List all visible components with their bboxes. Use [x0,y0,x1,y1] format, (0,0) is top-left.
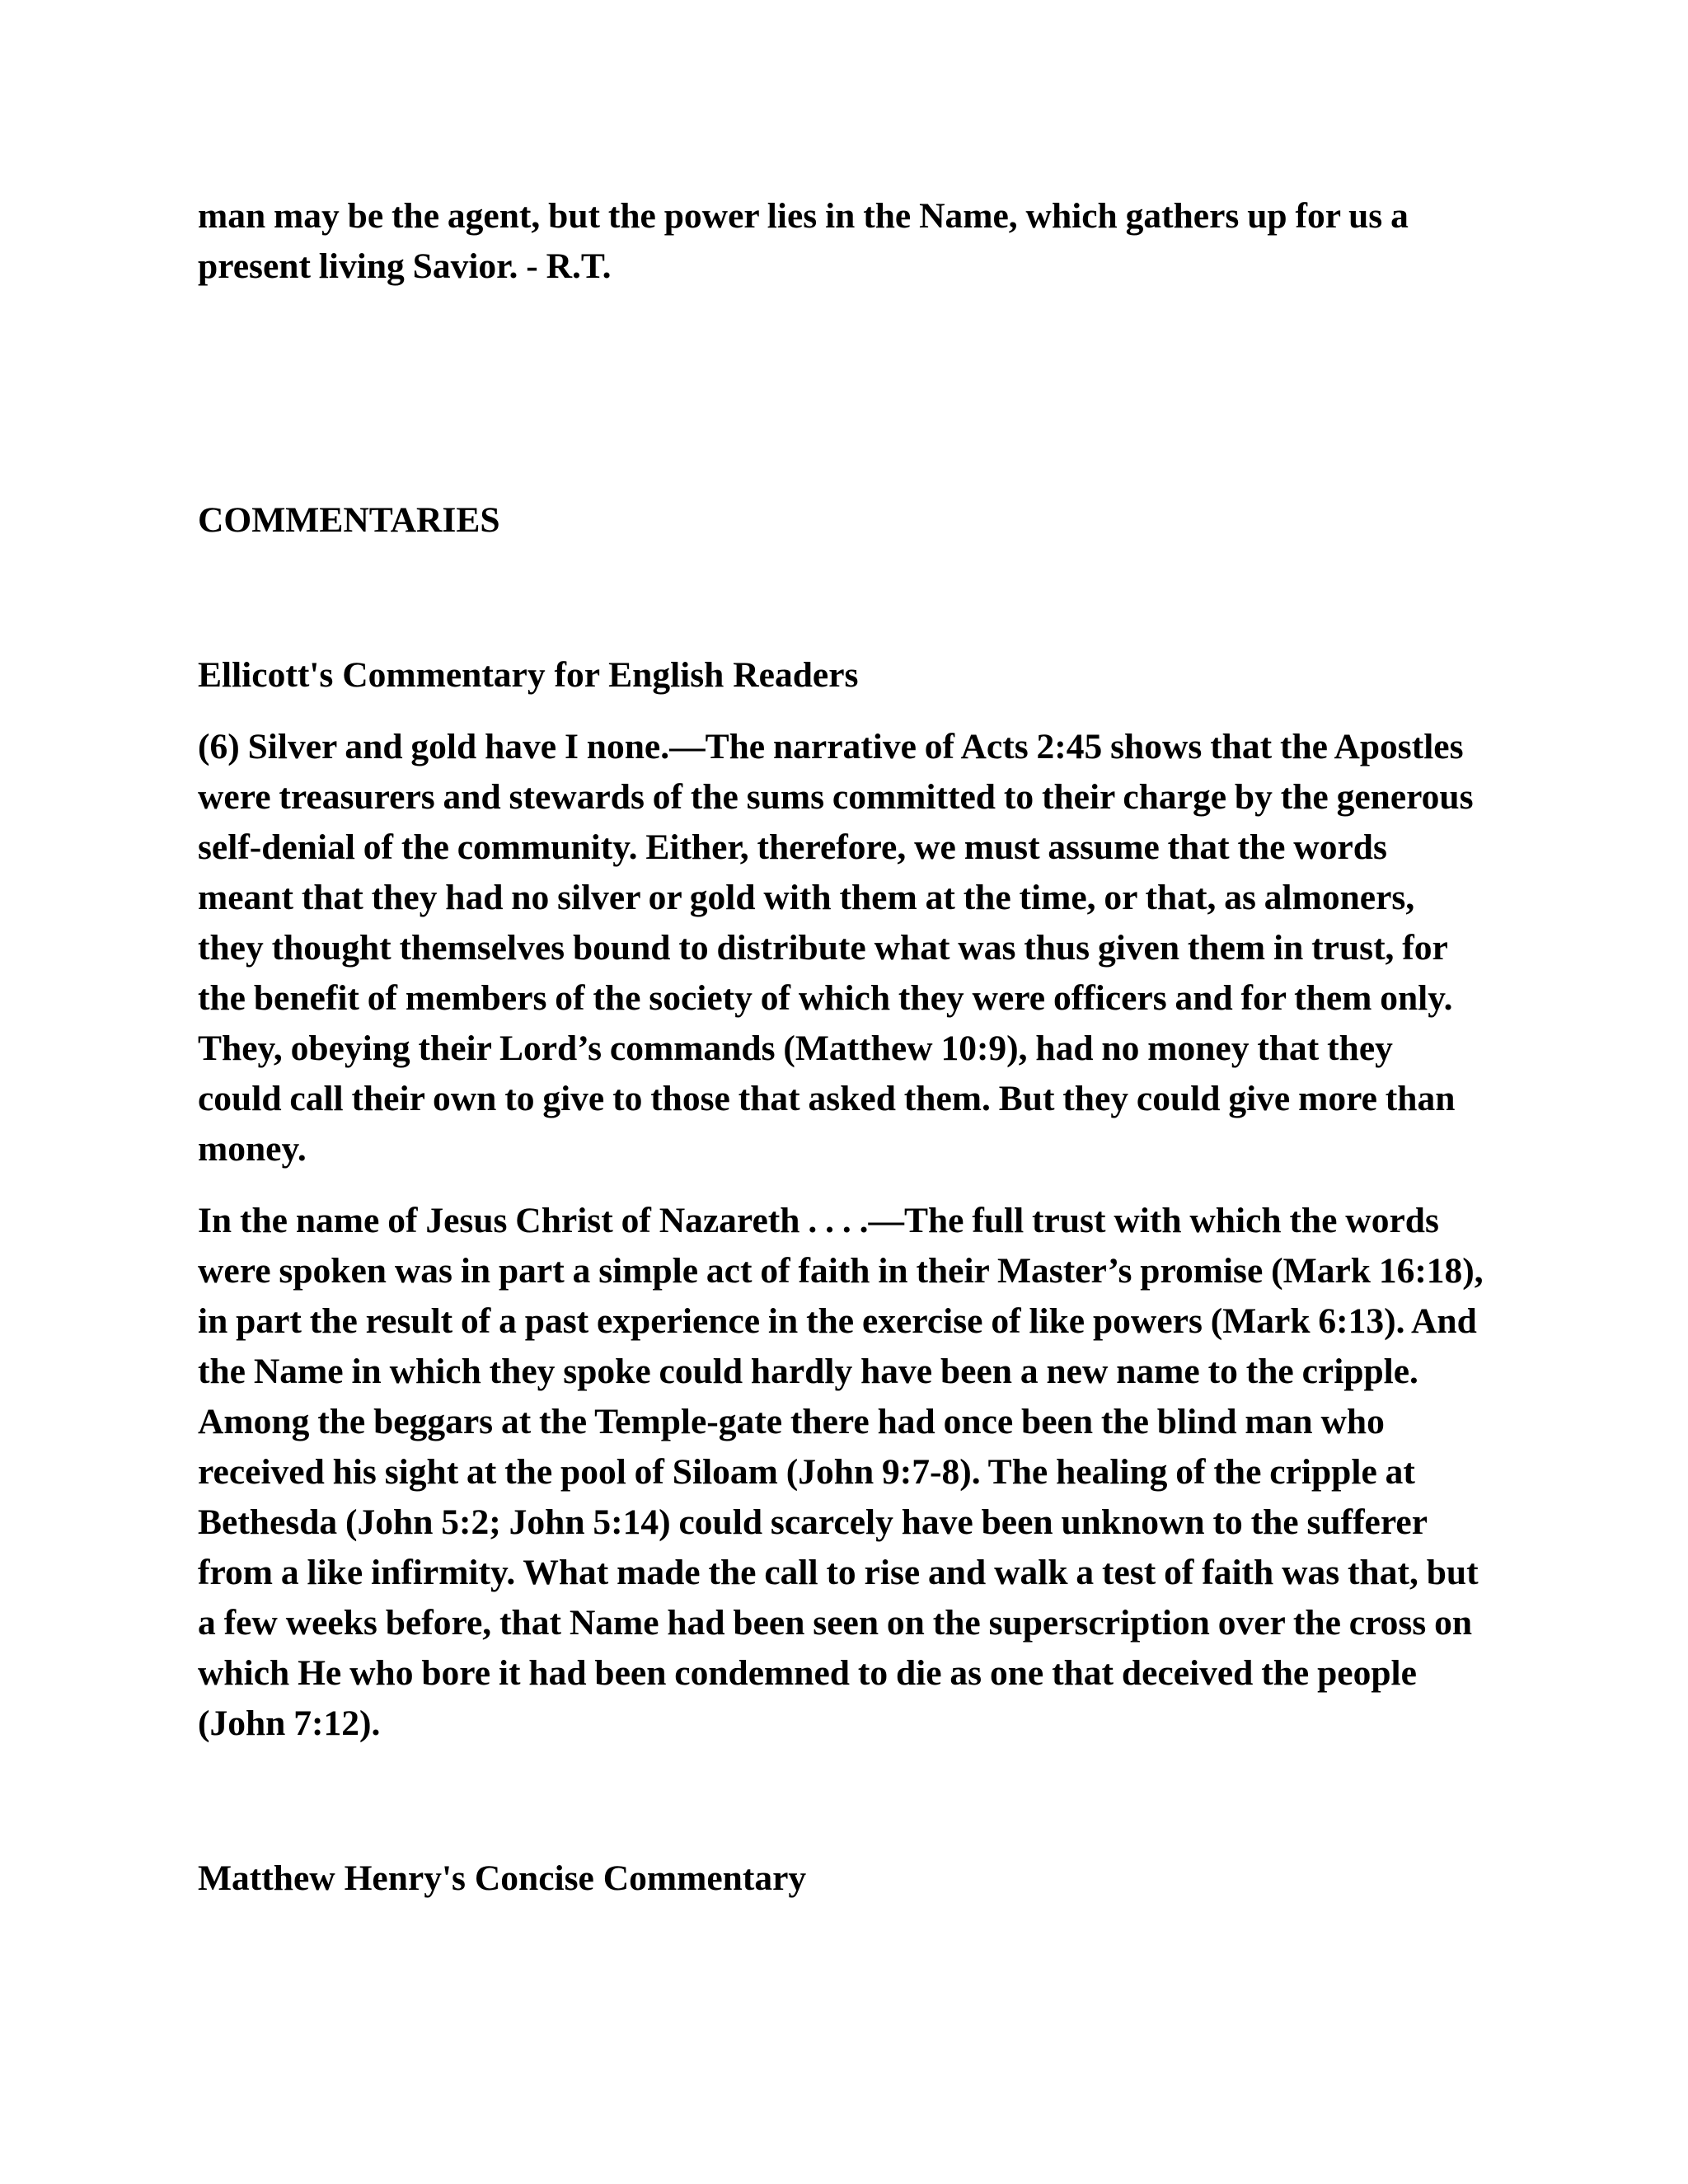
ellicott-heading: Ellicott's Commentary for English Readers [198,655,859,695]
section-heading: COMMENTARIES [198,500,500,540]
ellicott-paragraph-2: In the name of Jesus Christ of Nazareth . . . .—The full trust with which the words were spoken was in part a simple act of faith in their Master’s promise (Mark 16:18), in part the result of a past experience in the exercise of like powers (Mark 6:13). And the Name in which they spoke could hardly have been a new name to the cripple. Among the beggars at the Temple-gate there had once been the blind man who received his sight at the pool of Siloam (John 9:7-8). The healing of the cripple at Bethesda (John 5:2; John 5:14) could scarcely have been unknown to the sufferer from a like infirmity. What made the call to rise and walk a test of faith was that, but a few weeks before, that Name had been seen on the superscription over the cross on which He who bore it had been condemned to die as one that deceived the people (John 7:12). [198,1201,1484,1743]
henry-heading: Matthew Henry's Concise Commentary [198,1858,807,1898]
ellicott-paragraph-1: (6) Silver and gold have I none.—The narrative of Acts 2:45 shows that the Apostles were treasurers and stewards of the sums committed to their charge by the generous self-denial of the community. Either, therefore, we must assume that the words meant that they had no silver or gold with them at the time, or that, as almoners, they thought themselves bound to distribute what was thus given them in trust, for the benefit of members of the society of which they were officers and for them only. They, obeying their Lord’s commands (Matthew 10:9), had no money that they could call their own to give to those that asked them. But they could give more than money. [198,727,1474,1169]
page-content [198,191,1484,1904]
intro-paragraph: man may be the agent, but the power lies in the Name, which gathers up for us a present living Savior. - R.T. [198,196,1409,286]
